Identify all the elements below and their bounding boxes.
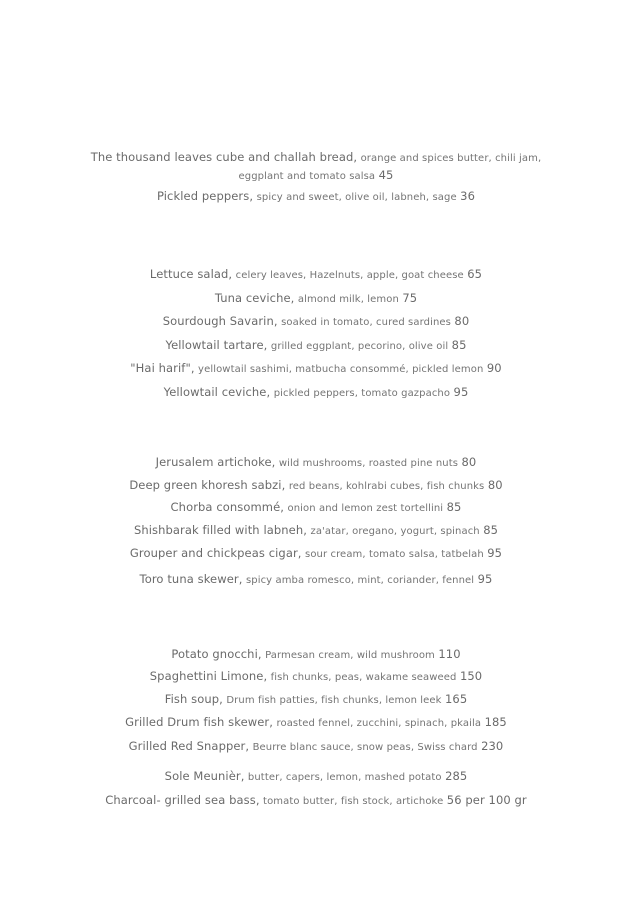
- item-description: za'atar, oregano, yogurt, spinach: [310, 526, 480, 537]
- menu-item: [86, 149, 546, 185]
- item-name: The thousand leaves cube and challah bread,: [90, 150, 358, 164]
- item-name: Charcoal- grilled sea bass,: [105, 793, 260, 807]
- item-description: butter, capers, lemon, mashed potato: [247, 772, 442, 783]
- item-price: 80: [461, 455, 477, 469]
- item-name: Fish soup,: [164, 692, 223, 706]
- menu-item: [0, 545, 632, 563]
- item-description: celery leaves, Hazelnuts, apple, goat cheese: [235, 270, 464, 281]
- menu-item: [0, 738, 632, 756]
- item-description: pickled peppers, tomato gazpacho: [273, 388, 451, 399]
- item-description: yellowtail sashimi, matbucha consommé, pickled lemon: [198, 364, 484, 375]
- item-name: Grilled Drum fish skewer,: [125, 715, 274, 729]
- menu-item: [0, 454, 632, 472]
- item-description: fish chunks, peas, wakame seaweed: [270, 672, 457, 683]
- item-description: Drum fish patties, fish chunks, lemon leek: [226, 695, 442, 706]
- item-price: 230: [481, 739, 504, 753]
- item-name: Grilled Red Snapper,: [128, 739, 250, 753]
- menu-item: [0, 714, 632, 732]
- menu-item: [0, 768, 632, 786]
- menu-item: [0, 384, 632, 402]
- menu-item: [0, 571, 632, 589]
- item-name: Toro tuna skewer,: [139, 572, 243, 586]
- item-description: onion and lemon zest tortellini: [287, 503, 444, 514]
- item-description: wild mushrooms, roasted pine nuts: [278, 458, 459, 469]
- item-description: spicy and sweet, olive oil, labneh, sage: [256, 192, 457, 203]
- item-price: 285: [445, 769, 468, 783]
- item-price: 36: [460, 189, 475, 203]
- item-price: 85: [483, 523, 499, 537]
- item-name: Grouper and chickpeas cigar,: [129, 546, 302, 560]
- item-price: 165: [445, 692, 468, 706]
- item-description: sour cream, tomato salsa, tatbelah: [305, 549, 484, 560]
- item-price: 75: [402, 291, 418, 305]
- menu-item: [0, 668, 632, 686]
- item-price: 45: [378, 168, 394, 182]
- item-description: orange and spices butter, chili jam, eggplant and tomato salsa: [238, 153, 542, 182]
- item-price: 85: [451, 338, 467, 352]
- item-name: Potato gnocchi,: [171, 647, 262, 661]
- item-description: roasted fennel, zucchini, spinach, pkaila: [276, 718, 482, 729]
- item-price: 95: [487, 546, 503, 560]
- menu-item: [0, 188, 632, 206]
- item-name: Lettuce salad,: [149, 267, 233, 281]
- item-price: 150: [459, 669, 483, 683]
- item-description: tomato butter, fish stock, artichoke: [263, 796, 444, 807]
- menu-item: [0, 360, 632, 378]
- item-name: Pickled peppers,: [156, 189, 254, 203]
- item-price: 95: [477, 572, 493, 586]
- item-name: Sole Meunièr,: [164, 769, 245, 783]
- item-name: Shishbarak filled with labneh,: [133, 523, 308, 537]
- item-price: 85: [446, 500, 462, 514]
- menu-item: [0, 646, 632, 664]
- item-name: Tuna ceviche,: [214, 291, 295, 305]
- item-price: 65: [467, 267, 483, 281]
- item-description: Beurre blanc sauce, snow peas, Swiss chard: [252, 742, 478, 753]
- item-price: 110: [438, 647, 461, 661]
- item-name: "Hai harif",: [130, 361, 195, 375]
- menu-item: [0, 337, 632, 355]
- item-price: 90: [486, 361, 502, 375]
- item-name: Spaghettini Limone,: [149, 669, 268, 683]
- menu-item: [0, 691, 632, 709]
- item-name: Yellowtail ceviche,: [163, 385, 271, 399]
- menu-item: [0, 313, 632, 331]
- menu-item: [0, 499, 632, 517]
- menu-item: [0, 792, 632, 810]
- menu-item: [0, 522, 632, 540]
- item-description: red beans, kohlrabi cubes, fish chunks: [288, 481, 485, 492]
- item-name: Yellowtail tartare,: [165, 338, 268, 352]
- menu-item: [0, 477, 632, 495]
- item-name: Jerusalem artichoke,: [155, 455, 276, 469]
- menu-item: [0, 290, 632, 308]
- item-name: Sourdough Savarin,: [162, 314, 278, 328]
- item-price: 185: [484, 715, 507, 729]
- item-description: spicy amba romesco, mint, coriander, fennel: [245, 575, 475, 586]
- item-description: Parmesan cream, wild mushroom: [265, 650, 435, 661]
- item-price: 80: [487, 478, 503, 492]
- item-price: 56 per 100 gr: [446, 793, 527, 807]
- item-description: almond milk, lemon: [297, 294, 399, 305]
- item-name: Deep green khoresh sabzi,: [129, 478, 286, 492]
- item-description: grilled eggplant, pecorino, olive oil: [270, 341, 449, 352]
- item-description: soaked in tomato, cured sardines: [281, 317, 451, 328]
- item-price: 95: [453, 385, 469, 399]
- item-name: Chorba consommé,: [170, 500, 285, 514]
- item-price: 80: [454, 314, 470, 328]
- menu-item: [0, 266, 632, 284]
